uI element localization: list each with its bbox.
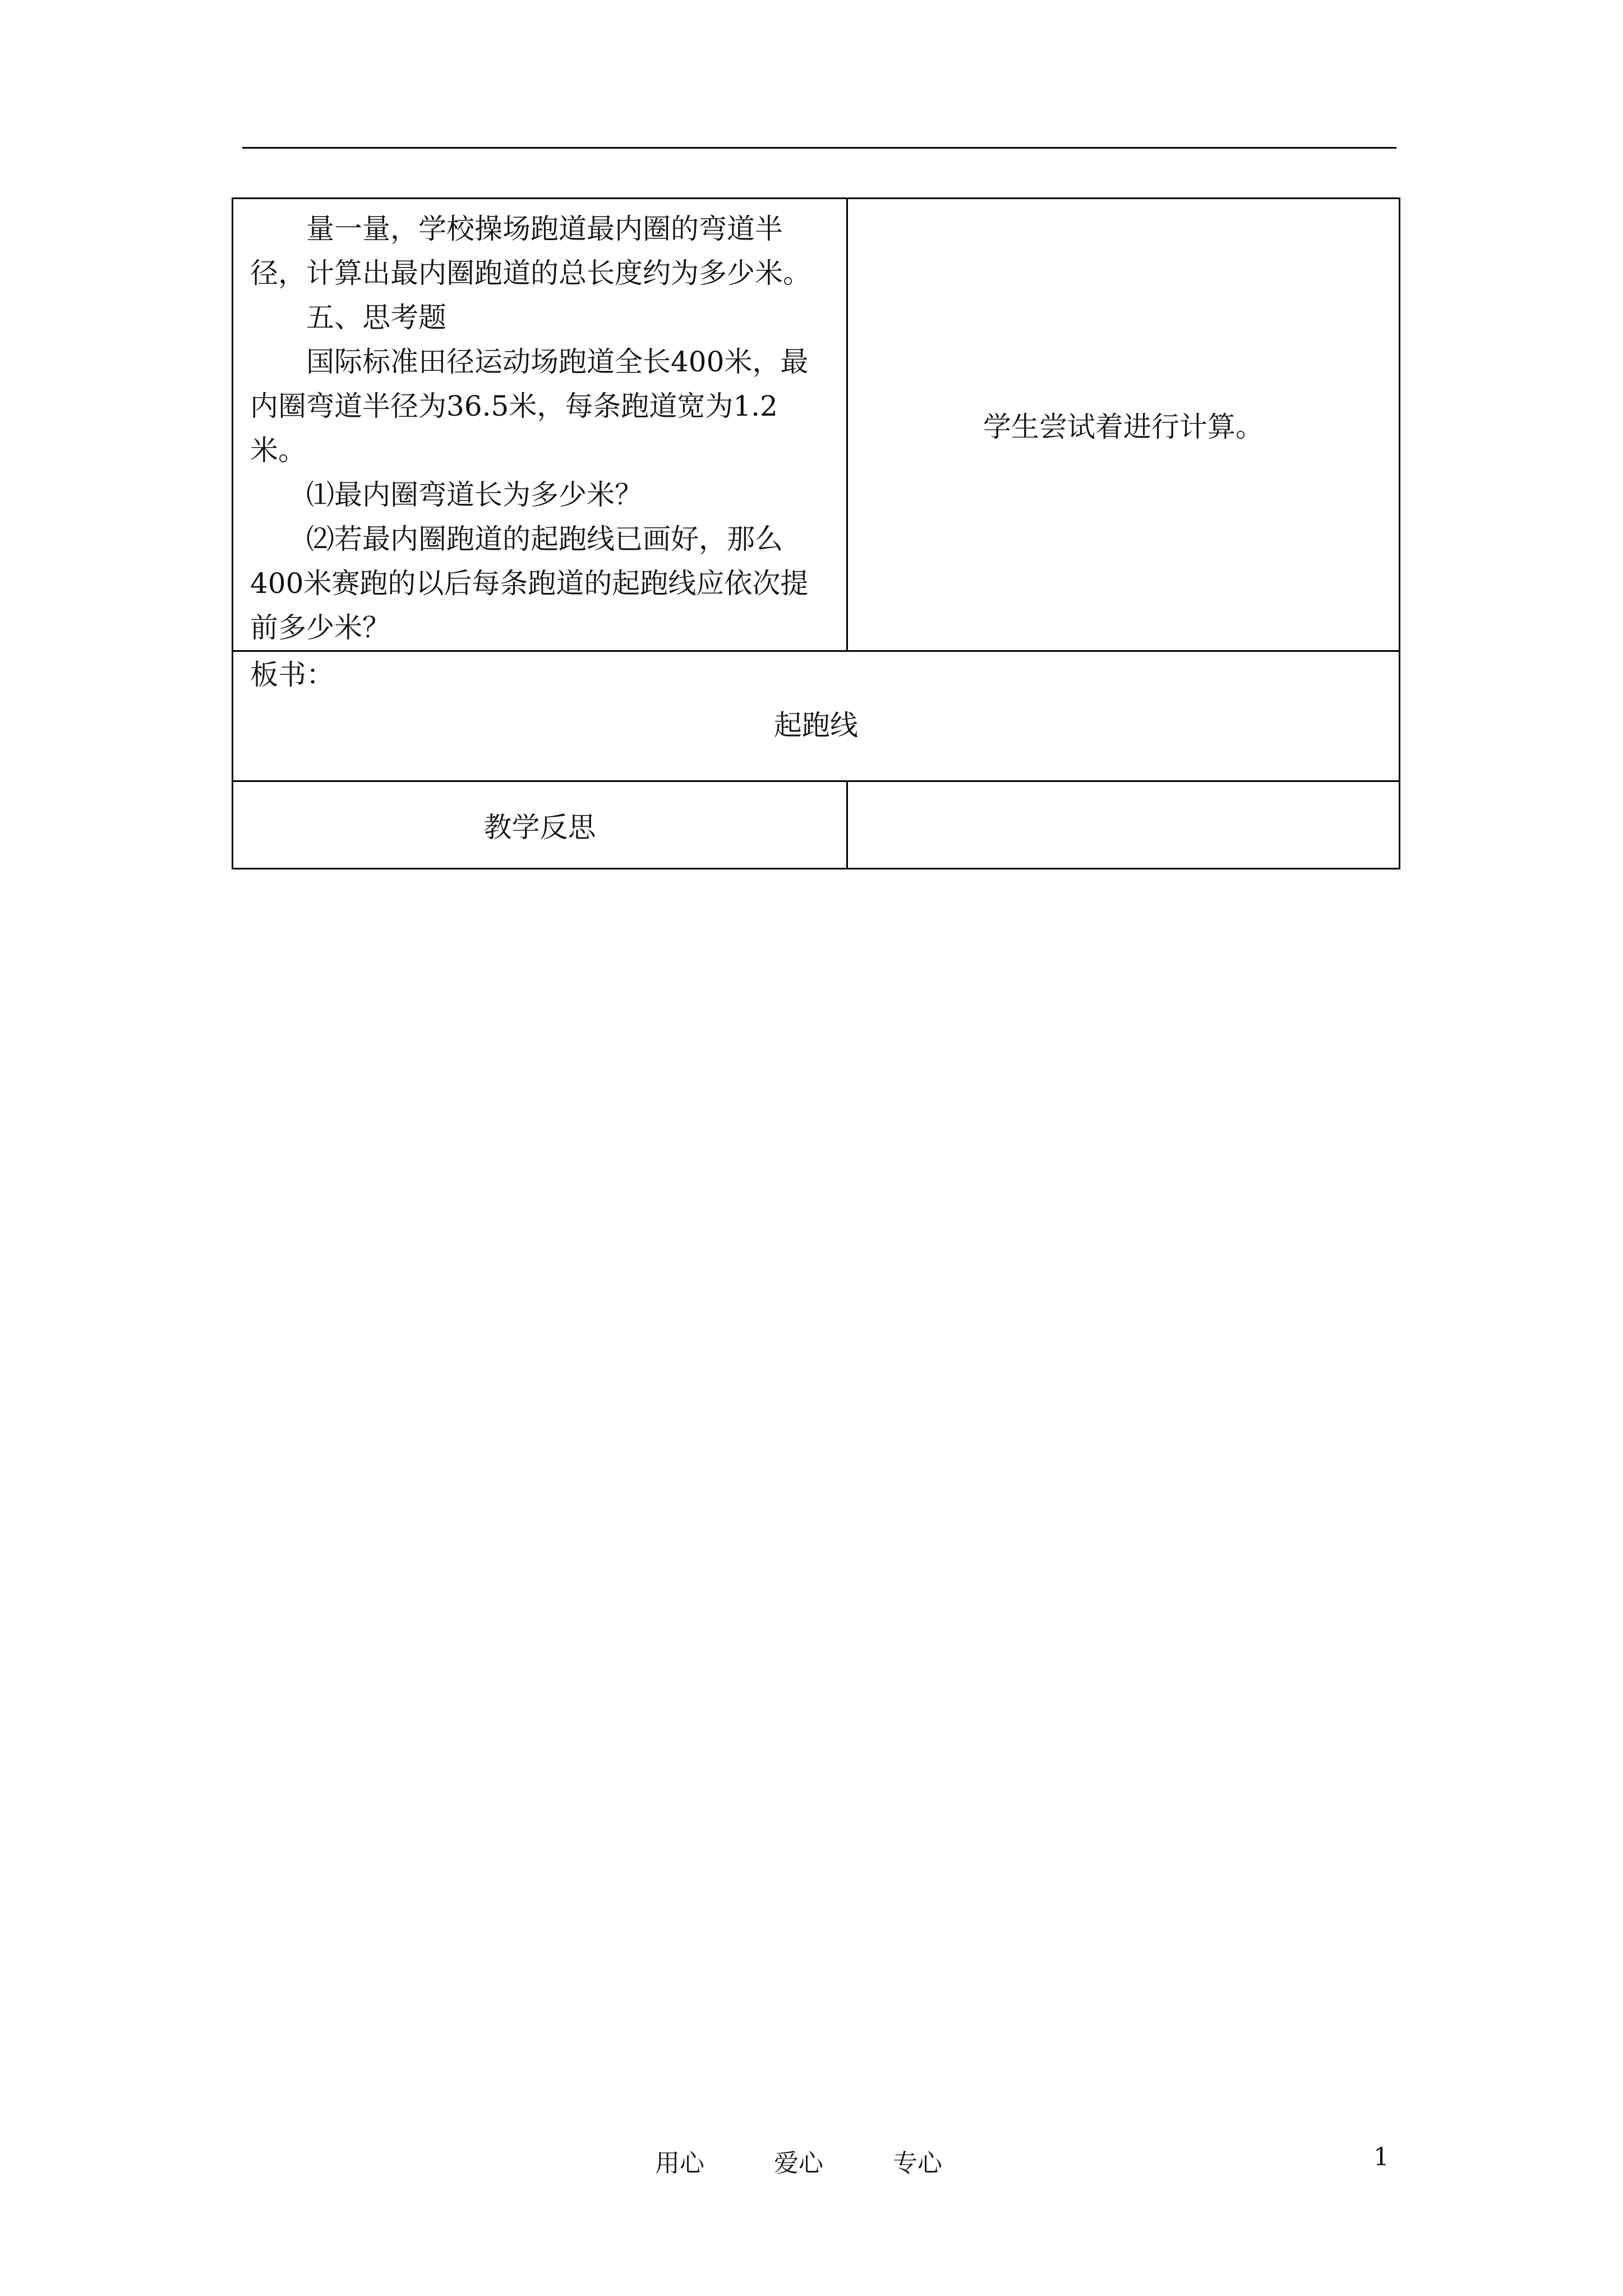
page-number: 1 <box>1373 2143 1389 2171</box>
question-2: ⑵若最内圈跑道的起跑线已画好，那么400米赛跑的以后每条跑道的起跑线应依次提前多少米？ <box>250 523 809 644</box>
section-heading: 五、思考题 <box>306 301 446 334</box>
board-cell <box>233 651 1400 781</box>
footer-word-1: 用心 <box>655 2149 704 2178</box>
footer-word-3: 专心 <box>893 2149 942 2178</box>
student-activity-text: 学生尝试着进行计算。 <box>983 411 1264 443</box>
board-row <box>233 651 1400 781</box>
problem-statement: 国际标准田径运动场跑道全长400米，最内圈弯道半径为36.5米，每条跑道宽为1.2米。 <box>250 346 809 467</box>
reflection-label: 教学反思 <box>233 781 847 869</box>
board-content: 起跑线 <box>774 709 858 742</box>
student-activity-cell <box>847 199 1400 651</box>
header-rule <box>242 147 1396 149</box>
lesson-plan-table <box>232 197 1400 869</box>
activity-row <box>233 199 1400 651</box>
teacher-activity-cell <box>233 199 847 651</box>
footer-motto <box>655 2143 1004 2179</box>
measure-task-text: 量一量，学校操场跑道最内圈的弯道半径，计算出最内圈跑道的总长度约为多少米。 <box>250 213 811 289</box>
footer-word-2: 爱心 <box>774 2149 823 2178</box>
board-label: 板书： <box>250 659 334 691</box>
reflection-content-cell[interactable] <box>847 781 1400 869</box>
reflection-row <box>233 781 1400 869</box>
question-1: ⑴最内圈弯道长为多少米？ <box>306 478 643 511</box>
